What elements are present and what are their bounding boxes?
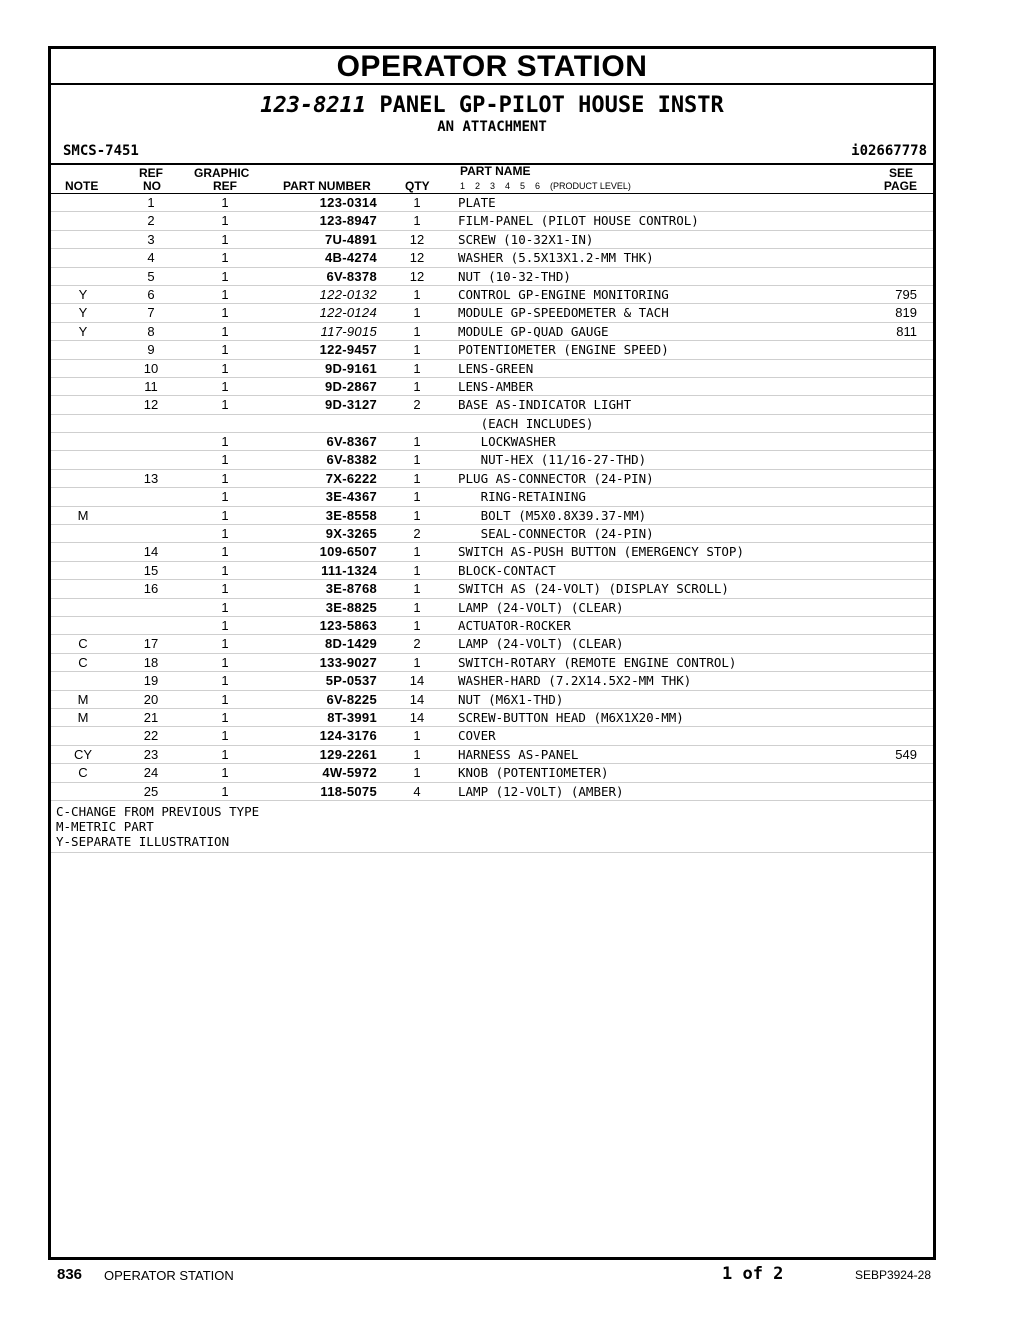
page-of: 1 of 2 bbox=[722, 1264, 784, 1284]
cell-ref-no: 10 bbox=[143, 360, 159, 376]
cell-ref-no: 14 bbox=[143, 544, 159, 560]
cell-graphic-ref: 1 bbox=[221, 728, 229, 744]
cell-ref-no: 16 bbox=[143, 581, 159, 597]
cell-qty: 1 bbox=[413, 544, 421, 560]
cell-part-number: 6V-8367 bbox=[326, 434, 377, 450]
cell-graphic-ref: 1 bbox=[221, 581, 229, 597]
group-name: PANEL GP-PILOT HOUSE INSTR bbox=[379, 93, 724, 118]
cell-qty: 1 bbox=[413, 195, 421, 210]
cell-qty: 1 bbox=[413, 581, 421, 597]
cell-qty: 12 bbox=[409, 268, 425, 284]
cell-graphic-ref: 1 bbox=[221, 452, 229, 468]
cell-qty: 1 bbox=[413, 378, 421, 394]
cell-see-page: 811 bbox=[896, 323, 917, 339]
cell-see-page: 819 bbox=[895, 305, 917, 321]
header-graphic-top: GRAPHIC bbox=[194, 166, 250, 180]
header-qty: QTY bbox=[405, 179, 430, 193]
table-row bbox=[51, 323, 933, 341]
cell-ref-no: 12 bbox=[143, 397, 159, 413]
cell-graphic-ref: 1 bbox=[221, 434, 229, 450]
cell-part-name: CONTROL GP-ENGINE MONITORING bbox=[458, 286, 669, 302]
cell-part-name: RING-RETAINING bbox=[458, 489, 586, 505]
cell-part-number: 7X-6222 bbox=[325, 470, 377, 486]
table-row bbox=[51, 286, 933, 304]
cell-graphic-ref: 1 bbox=[221, 323, 229, 339]
cell-part-number: 123-5863 bbox=[319, 617, 377, 633]
cell-qty: 1 bbox=[413, 213, 421, 229]
cell-ref-no: 6 bbox=[147, 286, 155, 302]
cell-ref-no: 1 bbox=[147, 195, 155, 210]
table-row bbox=[51, 396, 933, 414]
cell-graphic-ref: 1 bbox=[221, 562, 229, 578]
cell-qty: 1 bbox=[413, 305, 421, 321]
cell-qty: 1 bbox=[413, 323, 421, 339]
group-title bbox=[51, 93, 933, 119]
cell-qty: 1 bbox=[413, 507, 421, 523]
cell-graphic-ref: 1 bbox=[221, 250, 229, 266]
cell-part-number: 8T-3991 bbox=[327, 709, 377, 725]
cell-graphic-ref: 1 bbox=[221, 470, 229, 486]
table-row bbox=[51, 599, 933, 617]
cell-graphic-ref: 1 bbox=[221, 544, 229, 560]
cell-part-name: POTENTIOMETER (ENGINE SPEED) bbox=[458, 342, 669, 358]
table-row bbox=[51, 580, 933, 598]
table-row bbox=[51, 507, 933, 525]
cell-part-number: 124-3176 bbox=[319, 728, 377, 744]
cell-ref-no: 4 bbox=[147, 250, 155, 266]
cell-part-number: 9X-3265 bbox=[325, 526, 377, 542]
table-row bbox=[51, 415, 933, 433]
attachment-label: AN ATTACHMENT bbox=[437, 119, 547, 135]
cell-ref-no: 8 bbox=[147, 323, 155, 339]
cell-qty: 1 bbox=[413, 728, 421, 744]
cell-qty: 1 bbox=[413, 562, 421, 578]
legend-change: C-CHANGE FROM PREVIOUS TYPE bbox=[56, 803, 260, 819]
cell-part-name: BLOCK-CONTACT bbox=[458, 562, 556, 578]
legend-separate: Y-SEPARATE ILLUSTRATION bbox=[56, 833, 230, 849]
cell-qty: 2 bbox=[413, 636, 421, 652]
cell-part-number: 3E-8768 bbox=[325, 581, 377, 597]
cell-part-name: NUT (10-32-THD) bbox=[458, 268, 571, 284]
cell-note: Y bbox=[78, 305, 88, 321]
cell-part-number: 8D-1429 bbox=[325, 636, 377, 652]
table-row bbox=[51, 360, 933, 378]
cell-part-number: 111-1324 bbox=[321, 562, 377, 578]
legend-metric: M-METRIC PART bbox=[56, 818, 154, 834]
cell-graphic-ref: 1 bbox=[221, 507, 229, 523]
cell-graphic-ref: 1 bbox=[221, 636, 229, 652]
cell-part-name: SCREW (10-32X1-IN) bbox=[458, 231, 594, 247]
cell-qty: 2 bbox=[413, 397, 421, 413]
header-ref-bottom: NO bbox=[143, 179, 161, 193]
cell-part-number: 5P-0537 bbox=[325, 673, 377, 689]
cell-graphic-ref: 1 bbox=[221, 599, 229, 615]
cell-part-name: MODULE GP-QUAD GAUGE bbox=[458, 323, 609, 339]
table-row bbox=[51, 691, 933, 709]
table-row bbox=[51, 304, 933, 322]
cell-ref-no: 25 bbox=[143, 783, 159, 799]
publication-number: SEBP3924-28 bbox=[854, 1268, 931, 1282]
cell-ref-no: 21 bbox=[143, 709, 159, 725]
cell-graphic-ref: 1 bbox=[221, 783, 229, 799]
cell-ref-no: 17 bbox=[143, 636, 159, 652]
cell-graphic-ref: 1 bbox=[221, 231, 229, 247]
cell-part-name: (EACH INCLUDES) bbox=[458, 415, 594, 431]
cell-ref-no: 3 bbox=[147, 231, 155, 247]
cell-graphic-ref: 1 bbox=[221, 746, 229, 762]
cell-part-name: LAMP (24-VOLT) (CLEAR) bbox=[458, 636, 624, 652]
cell-ref-no: 22 bbox=[143, 728, 159, 744]
header-note: NOTE bbox=[65, 179, 99, 193]
cell-part-name: LAMP (12-VOLT) (AMBER) bbox=[458, 783, 624, 799]
cell-graphic-ref: 1 bbox=[221, 360, 229, 376]
page-footer bbox=[57, 1264, 937, 1288]
table-row bbox=[51, 746, 933, 764]
cell-part-number: 133-9027 bbox=[319, 654, 377, 670]
cell-ref-no: 18 bbox=[143, 654, 159, 670]
table-row bbox=[51, 470, 933, 488]
cell-graphic-ref: 1 bbox=[221, 617, 229, 633]
page-title: OPERATOR STATION bbox=[51, 49, 933, 85]
cell-qty: 1 bbox=[413, 489, 421, 505]
cell-part-number: 109-6507 bbox=[319, 544, 377, 560]
cell-qty: 1 bbox=[413, 599, 421, 615]
cell-part-name: MODULE GP-SPEEDOMETER & TACH bbox=[458, 305, 669, 321]
cell-graphic-ref: 1 bbox=[221, 213, 229, 229]
cell-part-number: 3E-8558 bbox=[325, 507, 377, 523]
cell-part-name: HARNESS AS-PANEL bbox=[458, 746, 579, 762]
table-row bbox=[51, 341, 933, 359]
table-row bbox=[51, 378, 933, 396]
smcs-code: SMCS-7451 bbox=[63, 143, 139, 159]
header-graphic-bottom: REF bbox=[213, 179, 237, 193]
cell-ref-no: 13 bbox=[143, 470, 159, 486]
cell-part-name: ACTUATOR-ROCKER bbox=[458, 617, 571, 633]
table-row bbox=[51, 525, 933, 543]
cell-part-name: NUT-HEX (11/16-27-THD) bbox=[458, 452, 647, 468]
cell-see-page: 549 bbox=[895, 746, 917, 762]
cell-ref-no: 24 bbox=[143, 765, 159, 781]
table-row bbox=[51, 488, 933, 506]
cell-part-name: SCREW-BUTTON HEAD (M6X1X20-MM) bbox=[458, 709, 684, 725]
cell-part-number: 118-5075 bbox=[320, 783, 377, 799]
cell-ref-no: 2 bbox=[147, 213, 155, 229]
cell-qty: 1 bbox=[413, 765, 421, 781]
cell-graphic-ref: 1 bbox=[221, 673, 229, 689]
table-row bbox=[51, 543, 933, 561]
cell-part-name: SWITCH AS-PUSH BUTTON (EMERGENCY STOP) bbox=[458, 544, 744, 560]
cell-part-number: 129-2261 bbox=[319, 746, 377, 762]
header-part-name: PART NAME bbox=[460, 164, 531, 178]
cell-note: M bbox=[77, 507, 89, 523]
illustration-id: i02667778 bbox=[851, 143, 927, 159]
cell-qty: 1 bbox=[413, 746, 421, 762]
cell-qty: 14 bbox=[409, 691, 425, 707]
cell-ref-no: 19 bbox=[143, 673, 159, 689]
table-row bbox=[51, 562, 933, 580]
table-row bbox=[51, 231, 933, 249]
cell-part-number: 123-0314 bbox=[319, 195, 377, 210]
cell-ref-no: 5 bbox=[147, 268, 155, 284]
cell-part-name: PLATE bbox=[458, 195, 496, 210]
cell-graphic-ref: 1 bbox=[221, 526, 229, 542]
cell-note: CY bbox=[73, 746, 93, 762]
cell-graphic-ref: 1 bbox=[221, 195, 229, 210]
table-row bbox=[51, 709, 933, 727]
table-row bbox=[51, 617, 933, 635]
table-row bbox=[51, 249, 933, 267]
cell-part-number: 122-9457 bbox=[319, 342, 377, 358]
cell-part-number: 6V-8378 bbox=[326, 268, 377, 284]
cell-part-name: LAMP (24-VOLT) (CLEAR) bbox=[458, 599, 624, 615]
cell-graphic-ref: 1 bbox=[221, 378, 229, 394]
cell-part-name: COVER bbox=[458, 728, 496, 744]
cell-note: Y bbox=[78, 286, 88, 302]
cell-part-name: BASE AS-INDICATOR LIGHT bbox=[458, 397, 632, 413]
cell-part-name: PLUG AS-CONNECTOR (24-PIN) bbox=[458, 470, 654, 486]
table-row bbox=[51, 727, 933, 745]
cell-part-name: SEAL-CONNECTOR (24-PIN) bbox=[458, 526, 654, 542]
footer-section: OPERATOR STATION bbox=[104, 1268, 234, 1283]
table-row bbox=[51, 654, 933, 672]
cell-part-number: 123-8947 bbox=[319, 213, 377, 229]
cell-part-number: 122-0124 bbox=[319, 305, 377, 321]
cell-part-number: 4W-5972 bbox=[322, 765, 377, 781]
cell-part-number: 6V-8382 bbox=[326, 452, 377, 468]
cell-part-number: 3E-8825 bbox=[325, 599, 377, 615]
cell-graphic-ref: 1 bbox=[221, 342, 229, 358]
cell-part-name: FILM-PANEL (PILOT HOUSE CONTROL) bbox=[458, 213, 699, 229]
cell-part-name: KNOB (POTENTIOMETER) bbox=[458, 765, 609, 781]
cell-ref-no: 11 bbox=[144, 378, 158, 394]
cell-note: M bbox=[77, 691, 89, 707]
cell-ref-no: 20 bbox=[143, 691, 159, 707]
cell-qty: 1 bbox=[413, 654, 421, 670]
cell-graphic-ref: 1 bbox=[221, 654, 229, 670]
cell-note: M bbox=[77, 709, 89, 725]
table-row bbox=[51, 451, 933, 469]
cell-note: C bbox=[78, 654, 88, 670]
table-row bbox=[51, 194, 933, 212]
cell-part-name: SWITCH-ROTARY (REMOTE ENGINE CONTROL) bbox=[458, 654, 737, 670]
header-see-bottom: PAGE bbox=[883, 179, 917, 193]
cell-part-number: 6V-8225 bbox=[326, 691, 377, 707]
cell-part-name: BOLT (M5X0.8X39.37-MM) bbox=[458, 507, 647, 523]
cell-qty: 14 bbox=[409, 709, 425, 725]
cell-ref-no: 9 bbox=[147, 342, 155, 358]
cell-qty: 1 bbox=[413, 360, 421, 376]
cell-note: C bbox=[78, 765, 88, 781]
cell-qty: 1 bbox=[413, 434, 421, 450]
cell-part-number: 7U-4891 bbox=[325, 231, 377, 247]
cell-part-number: 122-0132 bbox=[319, 286, 377, 302]
cell-graphic-ref: 1 bbox=[221, 397, 229, 413]
page-number: 836 bbox=[57, 1266, 83, 1283]
table-row bbox=[51, 268, 933, 286]
header-part-number: PART NUMBER bbox=[283, 179, 371, 193]
cell-graphic-ref: 1 bbox=[221, 709, 229, 725]
cell-qty: 12 bbox=[409, 231, 425, 247]
cell-part-number: 9D-9161 bbox=[325, 360, 377, 376]
cell-part-name: WASHER-HARD (7.2X14.5X2-MM THK) bbox=[458, 673, 692, 689]
group-part-number: 123-8211 bbox=[260, 93, 367, 118]
cell-qty: 12 bbox=[409, 250, 425, 266]
header-product-levels: 1 2 3 4 5 6 (PRODUCT LEVEL) bbox=[460, 181, 631, 191]
cell-ref-no: 7 bbox=[147, 305, 155, 321]
cell-qty: 2 bbox=[413, 526, 421, 542]
cell-part-name: NUT (M6X1-THD) bbox=[458, 691, 564, 707]
cell-see-page: 795 bbox=[895, 286, 917, 302]
smcs-row bbox=[51, 139, 933, 165]
cell-note: Y bbox=[78, 323, 88, 339]
table-row bbox=[51, 212, 933, 230]
cell-qty: 1 bbox=[413, 286, 421, 302]
header-ref-top: REF bbox=[139, 166, 163, 180]
cell-part-number: 9D-2867 bbox=[325, 378, 377, 394]
cell-part-name: LENS-GREEN bbox=[458, 360, 534, 376]
cell-graphic-ref: 1 bbox=[221, 268, 229, 284]
cell-qty: 1 bbox=[413, 617, 421, 633]
cell-ref-no: 23 bbox=[143, 746, 159, 762]
cell-part-name: SWITCH AS (24-VOLT) (DISPLAY SCROLL) bbox=[458, 581, 729, 597]
cell-ref-no: 15 bbox=[143, 562, 159, 578]
parts-list bbox=[51, 194, 933, 801]
cell-graphic-ref: 1 bbox=[221, 286, 229, 302]
cell-qty: 1 bbox=[413, 452, 421, 468]
notes-legend bbox=[51, 801, 933, 853]
table-row bbox=[51, 783, 933, 801]
table-row bbox=[51, 635, 933, 653]
cell-part-number: 117-9015 bbox=[320, 323, 377, 339]
column-headers bbox=[51, 165, 933, 194]
header-see-top: SEE bbox=[888, 166, 913, 180]
cell-qty: 4 bbox=[413, 783, 421, 799]
cell-qty: 14 bbox=[409, 673, 425, 689]
table-row bbox=[51, 433, 933, 451]
cell-graphic-ref: 1 bbox=[221, 691, 229, 707]
cell-graphic-ref: 1 bbox=[221, 305, 229, 321]
cell-part-number: 3E-4367 bbox=[325, 489, 377, 505]
cell-part-name: LOCKWASHER bbox=[458, 434, 556, 450]
cell-part-number: 4B-4274 bbox=[325, 250, 377, 266]
parts-page-frame bbox=[48, 46, 936, 1260]
cell-graphic-ref: 1 bbox=[221, 765, 229, 781]
table-row bbox=[51, 764, 933, 782]
cell-graphic-ref: 1 bbox=[221, 489, 229, 505]
cell-qty: 1 bbox=[413, 470, 421, 486]
cell-part-number: 9D-3127 bbox=[325, 397, 377, 413]
table-row bbox=[51, 672, 933, 690]
cell-qty: 1 bbox=[413, 342, 421, 358]
cell-note: C bbox=[78, 636, 88, 652]
cell-part-name: LENS-AMBER bbox=[458, 378, 534, 394]
cell-part-name: WASHER (5.5X13X1.2-MM THK) bbox=[458, 250, 654, 266]
